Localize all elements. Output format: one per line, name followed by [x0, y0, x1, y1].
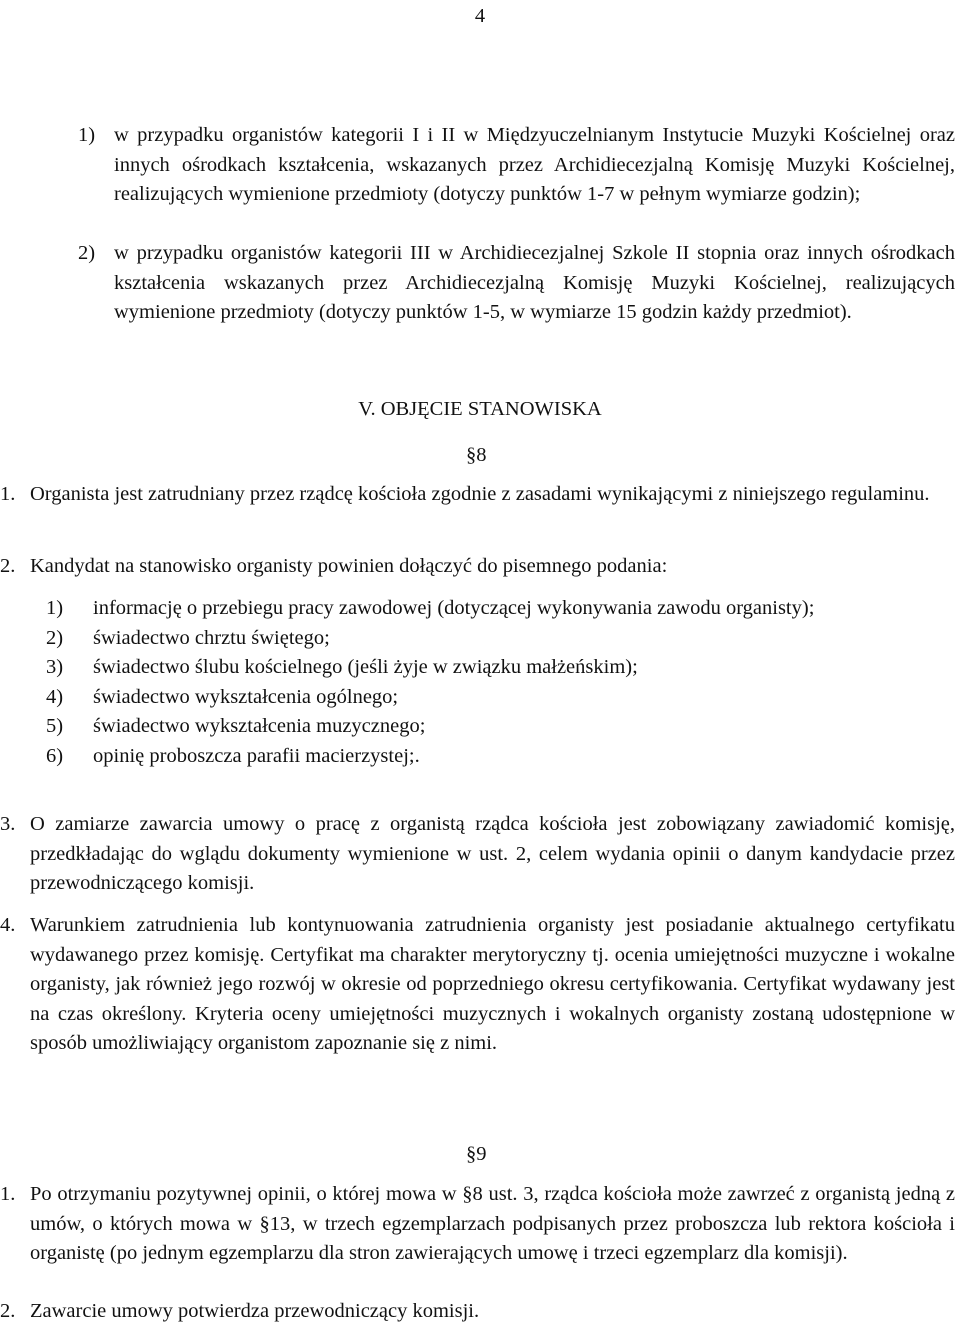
paragraph-number: 1. — [0, 483, 16, 505]
paragraph-2 — [0, 552, 955, 582]
paragraph-1 — [0, 480, 955, 510]
section-heading: V. OBJĘCIE STANOWISKA — [358, 398, 602, 420]
paragraph-number: 3. — [0, 813, 16, 835]
list-item-text: świadectwo wykształcenia muzycznego; — [93, 715, 426, 737]
paragraph-text: O zamiarze zawarcia umowy o pracę z organistą rządca kościoła jest zobowiązany zawiadomić komisję, przedkładając do wglądu dokumenty wymienione w ust. 2, celem wydania opinii o danym kandydacie przez przewodniczącego komisji. — [30, 813, 955, 894]
page-number: 4 — [474, 5, 486, 27]
list-item — [46, 712, 955, 742]
paragraph-9-2 — [0, 1297, 955, 1327]
list-item-number: 6) — [46, 744, 64, 767]
section-sign: §9 — [466, 1143, 487, 1165]
paragraph-text: Kandydat na stanowisko organisty powinien dołączyć do pisemnego podania: — [30, 555, 668, 577]
paragraph-number: 2. — [0, 1300, 16, 1322]
section-sign: §8 — [466, 444, 487, 466]
list-item-text: w przypadku organistów kategorii III w Archidiecezjalnej Szkole II stopnia oraz innych ośrodkach kształcenia wskazanych przez Archidiecezjalną Komisję Muzyki Kościelnej, realizujących wymienione przedmioty (dotyczy punktów 1-5, w wymiarze 15 godzin każdy przedmiot). — [114, 242, 955, 323]
list-item — [46, 653, 955, 683]
paragraph-text: Zawarcie umowy potwierdza przewodniczący komisji. — [30, 1300, 480, 1322]
paragraph-3 — [0, 810, 955, 899]
list-item-text: opinię proboszcza parafii macierzystej;. — [93, 744, 420, 767]
list-item-number: 4) — [46, 685, 64, 708]
list-item-number: 3) — [46, 656, 64, 678]
paragraph-text: Po otrzymaniu pozytywnej opinii, o której mowa w §8 ust. 3, rządca kościoła może zawrzeć z organistą jedną z umów, o których mowa w §13, w trzech egzemplarzach podpisanych przez proboszcza lub rektora kościoła i organistę (po jednym egzemplarzu dla stron zawierających umowę i trzeci egzemplarz dla komisji). — [30, 1183, 955, 1264]
paragraph-number: 1. — [0, 1183, 16, 1205]
list-item — [46, 624, 955, 654]
list-item-number: 2) — [78, 242, 96, 264]
list-item-number: 5) — [46, 715, 64, 737]
list-item-text: informację o przebiegu pracy zawodowej (dotyczącej wykonywania zawodu organisty); — [93, 597, 815, 619]
paragraph-number: 4. — [0, 914, 16, 936]
list-item-number: 1) — [78, 124, 96, 146]
documents-list — [46, 594, 955, 771]
list-item-text: świadectwo chrztu świętego; — [93, 626, 330, 649]
list-item-text: w przypadku organistów kategorii I i II w Międzyuczelnianym Instytucie Muzyki Kościelnej oraz innych ośrodkach kształcenia, wskazanych przez Archidiecezjalną Komisję Muzyki Kościelnej, realizujących wymienione przedmioty (dotyczy punktów 1-7 w pełnym wymiarze godzin); — [114, 124, 955, 205]
list-item — [78, 121, 955, 210]
list-item-number: 1) — [46, 597, 64, 619]
list-item-number: 2) — [46, 626, 64, 649]
list-item — [46, 742, 955, 772]
paragraph-text: Organista jest zatrudniany przez rządcę kościoła zgodnie z zasadami wynikającymi z niniejszego regulaminu. — [30, 483, 930, 505]
paragraph-9-1 — [0, 1180, 955, 1269]
list-item-text: świadectwo ślubu kościelnego (jeśli żyje w związku małżeńskim); — [93, 656, 638, 678]
paragraph-4 — [0, 911, 955, 1059]
list-item — [46, 594, 955, 624]
paragraph-text: Warunkiem zatrudnienia lub kontynuowania zatrudnienia organisty jest posiadanie aktualnego certyfikatu wydawanego przez komisję. Certyfikat ma charakter merytoryczny tj. ocenia umiejętności muzyczne i wokalne organisty, jak również jego rozwój w okresie od poprzedniego okresu certyfikowania. Certyfikat wydawany jest na czas określony. Kryteria oceny umiejętności muzycznych i wokalnych organisty zostaną udostępnione w sposób umożliwiający organistom zapoznanie się z nimi. — [30, 914, 955, 1054]
list-item — [78, 239, 955, 328]
list-item — [46, 683, 955, 713]
paragraph-number: 2. — [0, 555, 16, 577]
list-item-text: świadectwo wykształcenia ogólnego; — [93, 685, 399, 708]
